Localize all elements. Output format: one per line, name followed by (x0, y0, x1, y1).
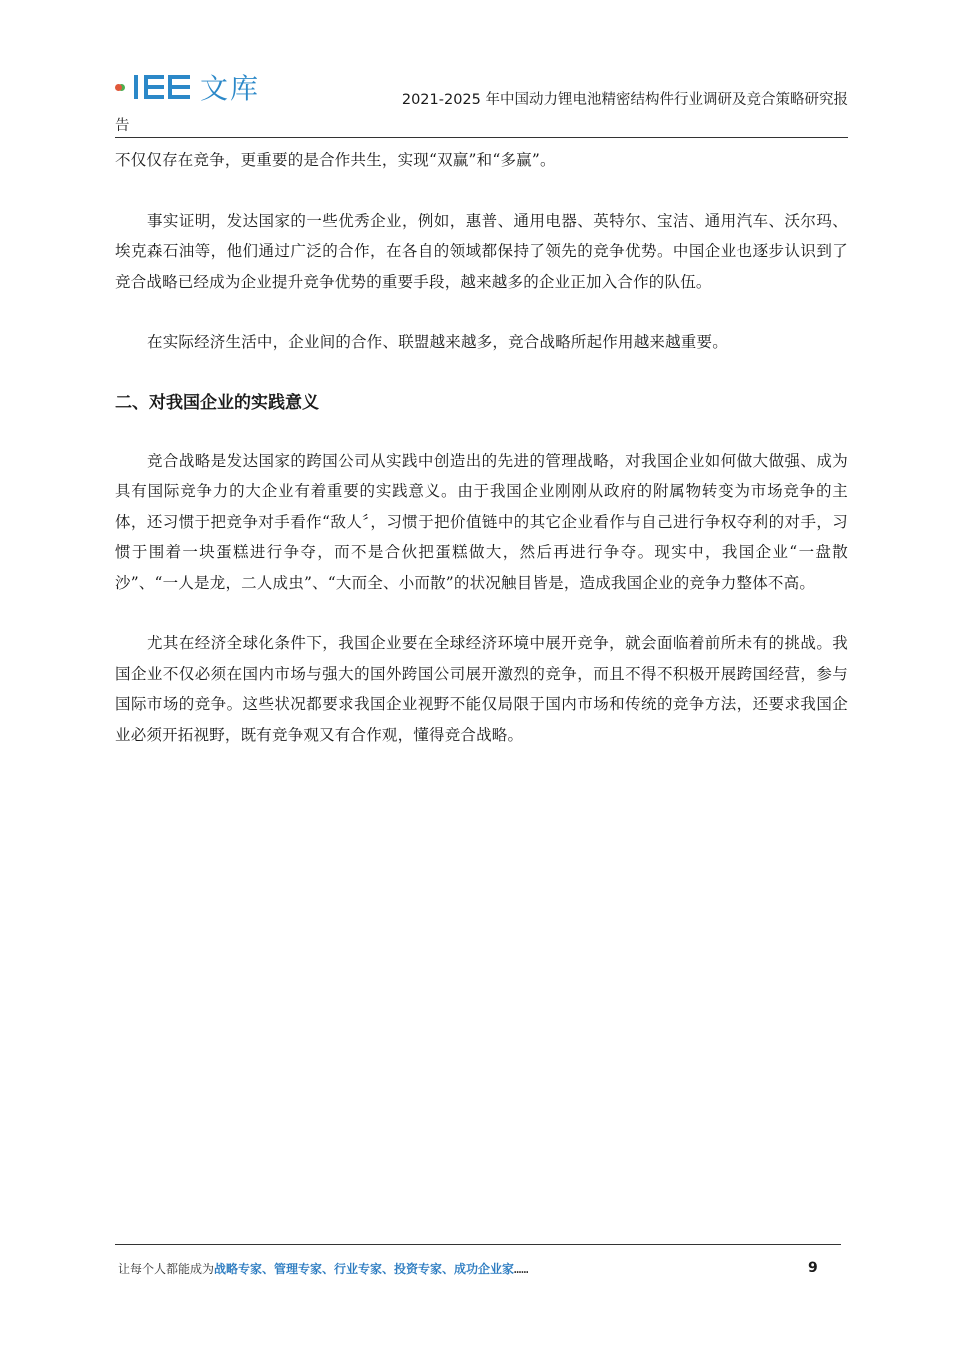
paragraph: 不仅仅存在竞争，更重要的是合作共生，实现“双赢”和“多赢”。 (115, 151, 556, 169)
document-body (115, 145, 848, 780)
page-number: 9 (808, 1260, 818, 1276)
report-title: 2021-2025 年中国动力锂电池精密结构件行业调研及竞合策略研究报 (401, 92, 848, 108)
footer-divider (115, 1244, 841, 1245)
footer-slogan-highlight: 战略专家、管理专家、行业专家、投资专家、成功企业家 (214, 1262, 515, 1276)
page-header (115, 60, 848, 138)
paragraph: 事实证明，发达国家的一些优秀企业，例如，惠普、通用电器、英特尔、宝洁、通用汽车、沃尔玛、埃克森石油等，他们通过广泛的合作，在各自的领域都保持了领先的竞争优势。中国企业也逐步认识到了竞合战略已经成为企业提升竞争优势的重要手段，越来越多的企业正加入合作的队伍。 (115, 211, 848, 291)
logo-dot-icon (115, 84, 122, 91)
paragraph: 在实际经济生活中，企业间的合作、联盟越来越多，竞合战略所起作用越来越重要。 (147, 333, 728, 351)
paragraph: 竞合战略是发达国家的跨国公司从实践中创造出的先进的管理战略，对我国企业如何做大做强、成为具有国际竞争力的大企业有着重要的实践意义。由于我国企业刚刚从政府的附属物转变为市场竞争的主体，还习惯于把竞争对手看作“敌人〞，习惯于把价值链中的其它企业看作与自己进行争权夺利的对手，习惯于围着一块蛋糕进行争夺，而不是合伙把蛋糕做大，然后再进行争夺。现实中，我国企业“一盘散沙”、“一人是龙，二人成虫”、“大而全、小而散”的状况触目皆是，造成我国企业的竞争力整体不高。 (115, 451, 848, 592)
footer-slogan-prefix: 让每个人都能成为 (118, 1262, 215, 1276)
logo-text: 文库 (200, 72, 261, 105)
footer-slogan-suffix: …… (514, 1262, 529, 1276)
logo (115, 70, 260, 104)
paragraph: 尤其在经济全球化条件下，我国企业要在全球经济环境中展开竞争，就会面临着前所未有的挑战。我国企业不仅必须在国内市场与强大的国外跨国公司展开激烈的竞争，而且不得不积极开展跨国经营，参与国际市场的竞争。这些状况都要求我国企业视野不能仅局限于国内市场和传统的竞争方法，还要求我国企业必须开拓视野，既有竞争观又有合作观，懂得竞合战略。 (115, 634, 848, 744)
report-title-continuation: 告 (115, 118, 130, 134)
header-divider (115, 137, 848, 138)
section-heading: 二、对我国企业的实践意义 (115, 392, 319, 413)
footer-slogan (118, 1260, 528, 1277)
ibe-logo-icon (132, 72, 194, 102)
